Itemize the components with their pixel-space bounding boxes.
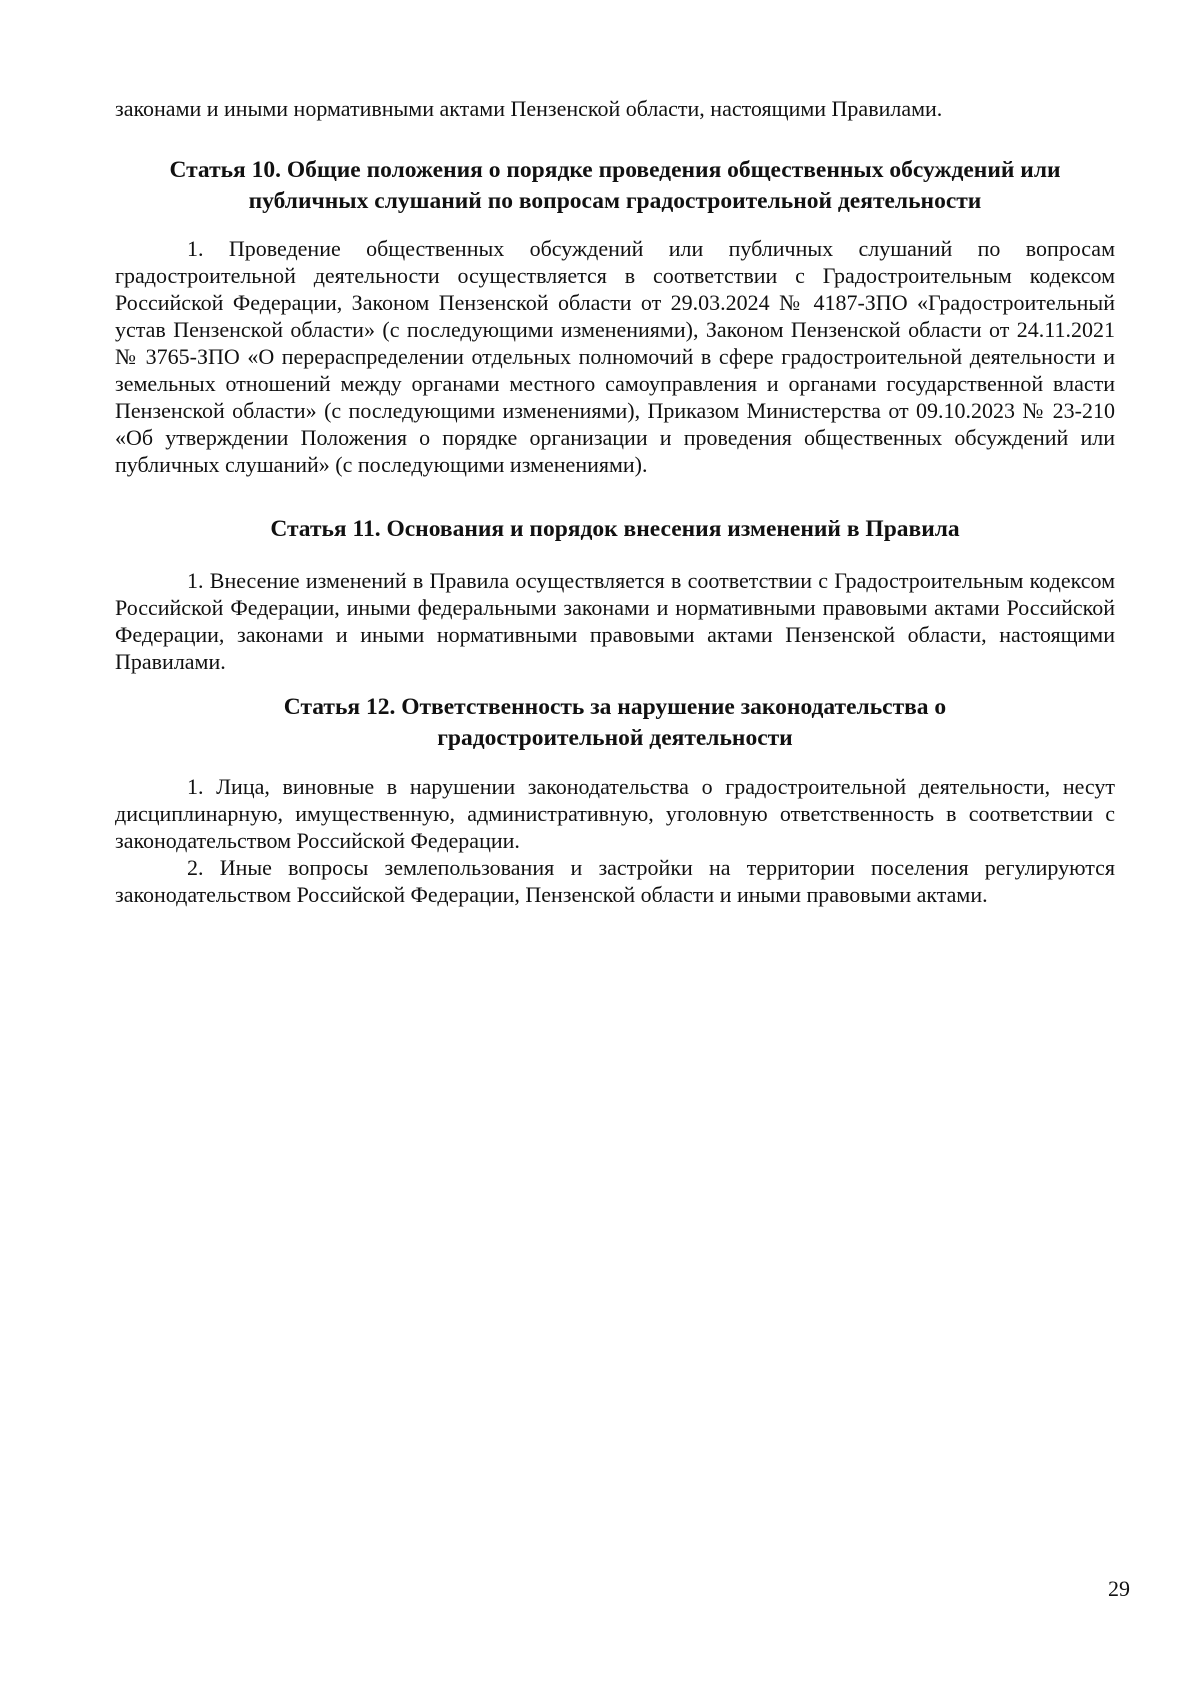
article-12-heading-line1: Статья 12. Ответственность за нарушение законодательства о [283, 694, 947, 720]
article-12-paragraph-1: 1. Лица, виновные в нарушении законодательства о градостроительной деятельности, несут дисциплинарную, имущественную, административную, уголовную ответственность в соответствии с законодательством Российской Федерации. [115, 774, 1115, 853]
article-12-heading [115, 692, 1115, 754]
article-11-body [115, 567, 1115, 675]
article-11-heading-line1: Статья 11. Основания и порядок внесения изменений в Правила [270, 516, 960, 542]
article-12-paragraph-2: 2. Иные вопросы землепользования и застройки на территории поселения регулируются законодательством Российской Федерации, Пензенской области и иными правовыми актами. [115, 855, 1115, 907]
intro-paragraph [115, 95, 1115, 122]
article-10-heading-line1: Статья 10. Общие положения о порядке проведения общественных обсуждений или [169, 157, 1061, 183]
intro-line: законами и иными нормативными актами Пензенской области, настоящими Правилами. [115, 96, 943, 121]
article-12-heading-line2: градостроительной деятельности [437, 725, 793, 751]
article-11-heading [115, 514, 1115, 545]
article-12-body [115, 773, 1115, 908]
article-10-body [115, 235, 1115, 478]
article-10-heading-line2: публичных слушаний по вопросам градостроительной деятельности [248, 188, 982, 214]
article-11-paragraph-1: 1. Внесение изменений в Правила осуществляется в соответствии с Градостроительным кодексом Российской Федерации, иными федеральными законами и нормативными правовыми актами Российской Федерации, законами и иными нормативными правовыми актами Пензенской области, настоящими Правилами. [115, 568, 1115, 674]
page-number: 29 [1108, 1576, 1130, 1601]
article-10-paragraph-1: 1. Проведение общественных обсуждений или публичных слушаний по вопросам градостроительной деятельности осуществляется в соответствии с Градостроительным кодексом Российской Федерации, Законом Пензенской области от 29.03.2024 № 4187-ЗПО «Градостроительный устав Пензенской области» (с последующими изменениями), Законом Пензенской области от 24.11.2021 № 3765-ЗПО «О перераспределении отдельных полномочий в сфере градостроительной деятельности и земельных отношений между органами местного самоуправления и органами государственной власти Пензенской области» (с последующими изменениями), Приказом Министерства от 09.10.2023 № 23-210 «Об утверждении Положения о порядке организации и проведения общественных обсуждений или публичных слушаний» (с последующими изменениями). [115, 236, 1115, 477]
article-10-heading [115, 155, 1115, 217]
